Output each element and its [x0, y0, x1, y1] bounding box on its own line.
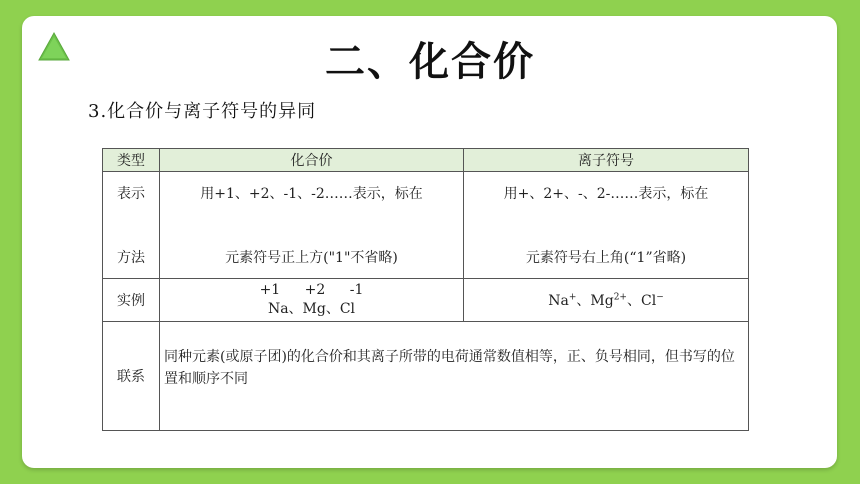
ion-cl-charge: − — [656, 292, 664, 303]
page-subtitle: 3.化合价与离子符号的异同 — [88, 101, 317, 122]
header-type: 类型 — [103, 149, 160, 172]
relation-text: 同种元素(或原子团)的化合价和其离子所带的电荷通常数值相等，正、负号相同，但书写的位置和顺序不同 — [160, 322, 749, 431]
ion-mg: Mg — [590, 293, 614, 309]
example-ion-cell — [464, 279, 749, 322]
example-valence-cell — [160, 279, 464, 322]
example-valence-top: +1 +2 -1 — [259, 282, 364, 298]
example-valence-bottom: Na、Mg、Cl — [267, 301, 356, 317]
ion-na-charge: + — [568, 292, 577, 303]
method-label-cell — [103, 172, 160, 279]
ion-na: Na — [548, 293, 569, 309]
ion-sep-1: 、 — [576, 293, 591, 309]
relation-label: 联系 — [103, 322, 160, 431]
comparison-table — [102, 148, 749, 431]
method-label-bottom: 方法 — [117, 250, 145, 266]
table-row-method — [103, 172, 749, 279]
method-ion-bottom: 元素符号右上角(“1”省略) — [525, 250, 687, 266]
ion-cl: Cl — [640, 293, 657, 309]
header-ion-symbol: 离子符号 — [464, 149, 749, 172]
method-ion-top: 用+、2+、-、2-……表示，标在 — [503, 186, 709, 202]
ion-sep-2: 、 — [626, 293, 641, 309]
method-valence-bottom: 元素符号正上方("1"不省略) — [225, 250, 398, 266]
method-valence-top: 用+1、+2、-1、-2……表示，标在 — [200, 186, 423, 202]
ion-mg-charge: 2+ — [613, 292, 627, 303]
header-valence: 化合价 — [160, 149, 464, 172]
table-header-row — [103, 149, 749, 172]
page-title: 二、化合价 — [325, 39, 535, 85]
method-valence-cell — [160, 172, 464, 279]
method-label-top: 表示 — [117, 186, 145, 202]
table-row-relation — [103, 322, 749, 431]
example-label: 实例 — [103, 279, 160, 322]
table-row-example — [103, 279, 749, 322]
method-ion-cell — [464, 172, 749, 279]
